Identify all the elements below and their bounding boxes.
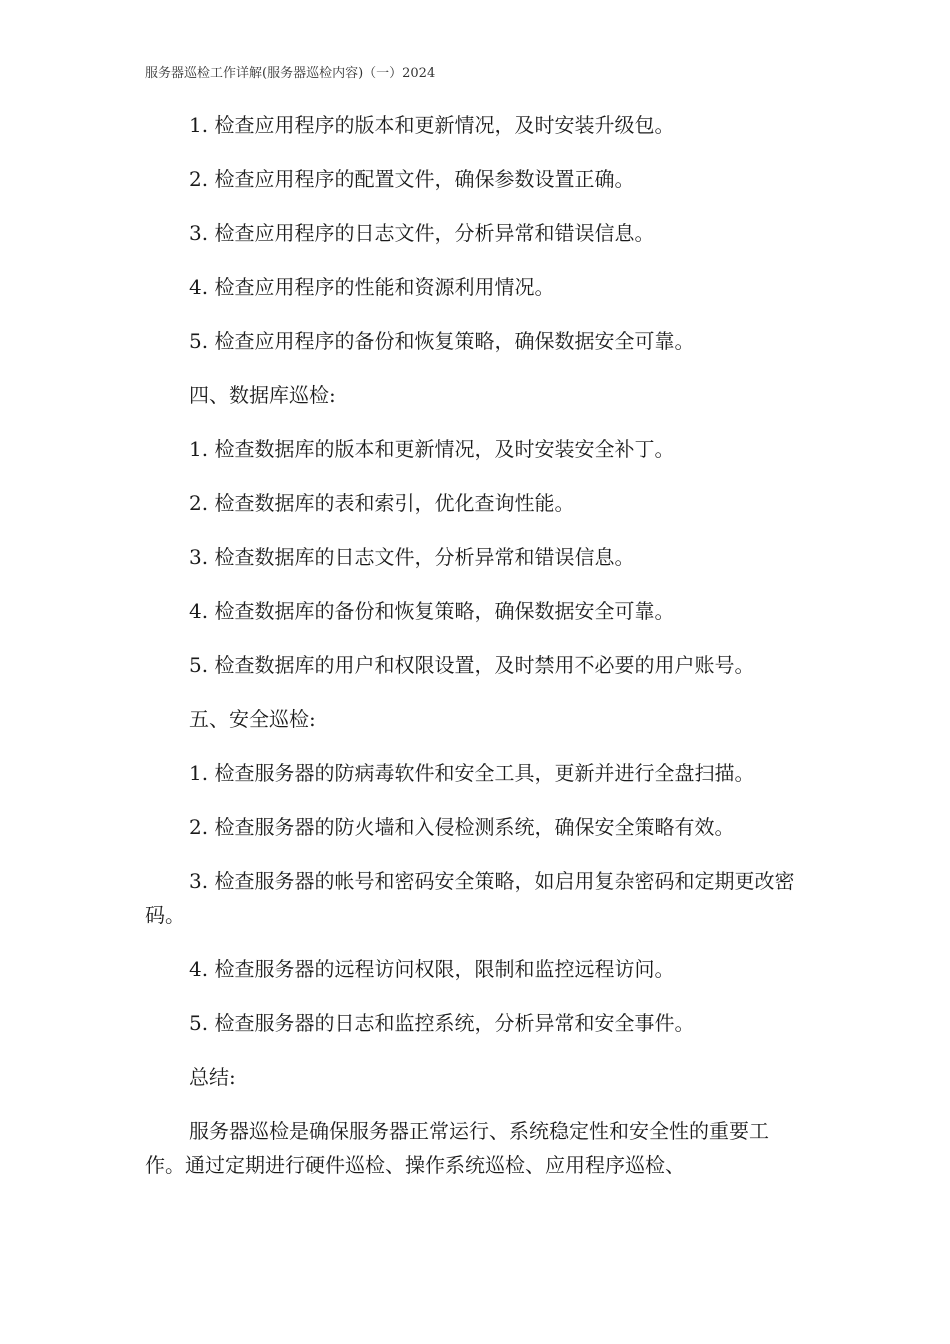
section-heading-database: 四、数据库巡检: bbox=[189, 383, 336, 407]
paragraph-summary: 服务器巡检是确保服务器正常运行、系统稳定性和安全性的重要工作。通过定期进行硬件巡检、操作系统巡检、应用程序巡检、 bbox=[145, 1119, 769, 1177]
section-heading-security: 五、安全巡检: bbox=[189, 707, 316, 731]
paragraph-db-5: 5. 检查数据库的用户和权限设置，及时禁用不必要的用户账号。 bbox=[189, 653, 755, 677]
paragraph-sec-1: 1. 检查服务器的防病毒软件和安全工具，更新并进行全盘扫描。 bbox=[189, 761, 755, 785]
paragraph-app-2: 2. 检查应用程序的配置文件，确保参数设置正确。 bbox=[189, 167, 635, 191]
paragraph-app-4: 4. 检查应用程序的性能和资源利用情况。 bbox=[189, 275, 555, 299]
paragraph-sec-5: 5. 检查服务器的日志和监控系统，分析异常和安全事件。 bbox=[189, 1011, 695, 1035]
paragraph-app-5: 5. 检查应用程序的备份和恢复策略，确保数据安全可靠。 bbox=[189, 329, 695, 353]
paragraph-db-3: 3. 检查数据库的日志文件，分析异常和错误信息。 bbox=[189, 545, 635, 569]
paragraph-db-1: 1. 检查数据库的版本和更新情况，及时安装安全补丁。 bbox=[189, 437, 675, 461]
paragraph-sec-2: 2. 检查服务器的防火墙和入侵检测系统，确保安全策略有效。 bbox=[189, 815, 735, 839]
paragraph-db-4: 4. 检查数据库的备份和恢复策略，确保数据安全可靠。 bbox=[189, 599, 675, 623]
document-body bbox=[145, 108, 825, 1202]
paragraph-sec-3: 3. 检查服务器的帐号和密码安全策略，如启用复杂密码和定期更改密码。 bbox=[145, 869, 795, 927]
paragraph-app-1: 1. 检查应用程序的版本和更新情况，及时安装升级包。 bbox=[189, 113, 675, 137]
paragraph-sec-4: 4. 检查服务器的远程访问权限，限制和监控远程访问。 bbox=[189, 957, 675, 981]
section-heading-summary: 总结: bbox=[189, 1065, 236, 1089]
paragraph-db-2: 2. 检查数据库的表和索引，优化查询性能。 bbox=[189, 491, 575, 515]
paragraph-app-3: 3. 检查应用程序的日志文件，分析异常和错误信息。 bbox=[189, 221, 655, 245]
page-header: 服务器巡检工作详解(服务器巡检内容)（一）2024 bbox=[145, 66, 436, 81]
